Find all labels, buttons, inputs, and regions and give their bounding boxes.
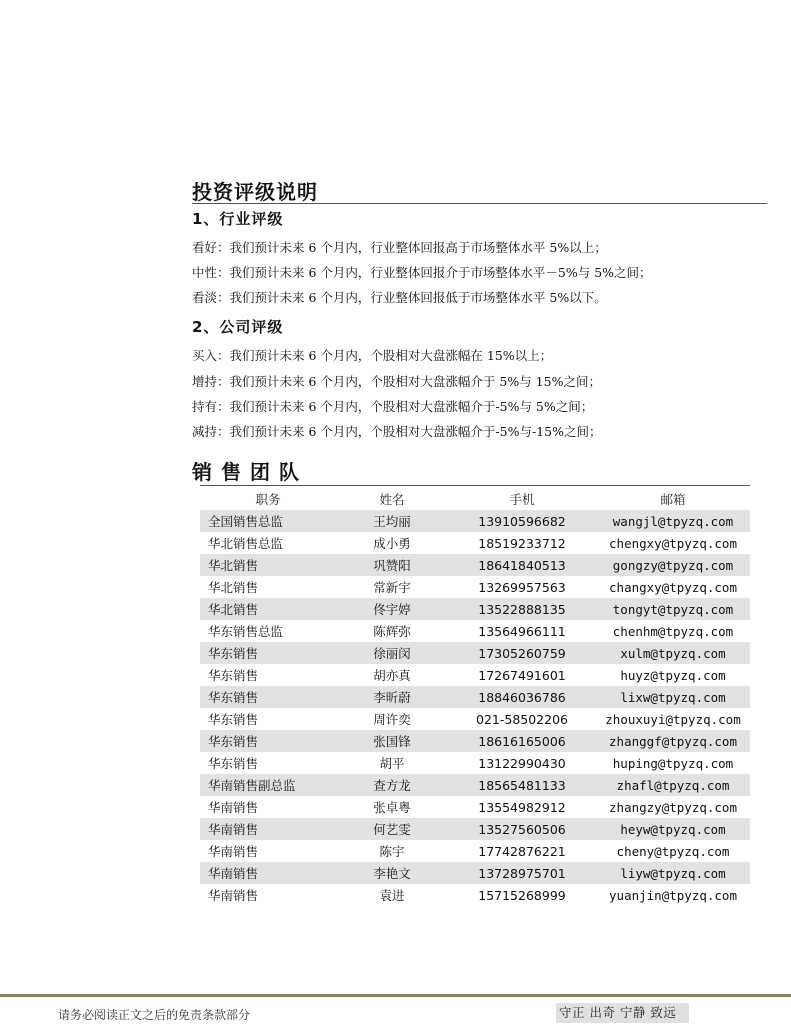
name-cell: 陈宇 — [379, 844, 405, 859]
table-row — [200, 840, 750, 862]
role-cell: 华北销售 — [208, 580, 259, 595]
industry-rating-line-bearish: 看淡：我们预计未来 6 个月内，行业整体回报低于市场整体水平 5%以下。 — [192, 290, 607, 305]
table-row — [200, 664, 750, 686]
name-cell: 巩赞阳 — [336, 554, 448, 576]
email-cell: huyz@tpyzq.com — [620, 667, 726, 683]
table-row — [200, 774, 750, 796]
name-cell: 王均丽 — [336, 510, 448, 532]
company-rating-line-hold: 持有：我们预计未来 6 个月内，个股相对大盘涨幅介于-5%与 5%之间； — [192, 399, 594, 414]
phone-cell: 13122990430 — [478, 755, 566, 771]
name-cell: 袁进 — [379, 888, 405, 903]
role-cell: 华东销售 — [200, 686, 336, 708]
role-cell: 华南销售 — [200, 818, 336, 840]
phone-cell: 13728975701 — [448, 862, 596, 884]
footer-disclaimer: 请务必阅读正文之后的免责条款部分 — [58, 1008, 251, 1022]
company-rating-line-underweight: 减持：我们预计未来 6 个月内，个股相对大盘涨幅介于-5%与-15%之间； — [192, 424, 602, 439]
email-cell: chenhm@tpyzq.com — [612, 623, 734, 639]
industry-rating-line-neutral: 中性：我们预计未来 6 个月内，行业整体回报介于市场整体水平－5%与 5%之间； — [192, 265, 652, 280]
phone-cell: 15715268999 — [478, 887, 566, 903]
table-row — [200, 576, 750, 598]
header-email: 邮箱 — [660, 492, 686, 507]
phone-cell: 18616165006 — [448, 730, 596, 752]
table-row — [200, 796, 750, 818]
company-rating-line-overweight: 增持：我们预计未来 6 个月内，个股相对大盘涨幅介于 5%与 15%之间； — [192, 374, 601, 389]
role-cell: 华东销售 — [208, 668, 259, 683]
industry-rating-title: 1、行业评级 — [192, 210, 284, 228]
table-row — [200, 730, 750, 752]
phone-cell: 18519233712 — [478, 535, 566, 551]
email-cell: xulm@tpyzq.com — [596, 642, 750, 664]
email-cell: tongyt@tpyzq.com — [596, 598, 750, 620]
phone-cell: 13564966111 — [478, 623, 566, 639]
name-cell: 李艳文 — [336, 862, 448, 884]
name-cell: 李昕蔚 — [336, 686, 448, 708]
email-cell: lixw@tpyzq.com — [596, 686, 750, 708]
email-cell: yuanjin@tpyzq.com — [609, 887, 737, 903]
rating-section-title: 投资评级说明 — [192, 180, 318, 204]
phone-cell: 17267491601 — [478, 667, 566, 683]
name-cell: 胡平 — [379, 756, 405, 771]
table-row — [200, 708, 750, 730]
name-cell: 佟宇婷 — [336, 598, 448, 620]
table-row — [200, 862, 750, 884]
footer-motto: 守正 出奇 宁静 致远 — [556, 1003, 689, 1023]
table-row — [200, 620, 750, 642]
email-cell: zhangzy@tpyzq.com — [609, 799, 737, 815]
sales-team-title: 销售团队 — [192, 460, 308, 484]
table-header-row — [200, 488, 750, 510]
phone-cell: 17742876221 — [478, 843, 566, 859]
company-rating-title: 2、公司评级 — [192, 318, 284, 336]
table-row — [200, 818, 750, 840]
name-cell: 周许奕 — [373, 712, 411, 727]
email-cell: zhafl@tpyzq.com — [596, 774, 750, 796]
role-cell: 华东销售 — [208, 756, 259, 771]
phone-cell: 13522888135 — [448, 598, 596, 620]
role-cell: 华东销售 — [208, 712, 259, 727]
table-row — [200, 598, 750, 620]
role-cell: 华南销售 — [208, 844, 259, 859]
table-row — [200, 532, 750, 554]
industry-rating-line-bullish: 看好：我们预计未来 6 个月内，行业整体回报高于市场整体水平 5%以上； — [192, 240, 607, 255]
email-cell: changxy@tpyzq.com — [609, 579, 737, 595]
sales-team-rule — [200, 485, 750, 486]
phone-cell: 13910596682 — [448, 510, 596, 532]
footer-divider — [0, 994, 791, 997]
name-cell: 徐丽闵 — [336, 642, 448, 664]
header-phone: 手机 — [509, 492, 535, 507]
role-cell: 华北销售 — [200, 598, 336, 620]
name-cell: 张卓粤 — [373, 800, 411, 815]
email-cell: wangjl@tpyzq.com — [596, 510, 750, 532]
table-row — [200, 752, 750, 774]
role-cell: 华南销售 — [208, 888, 259, 903]
sales-team-rows — [200, 510, 750, 906]
role-cell: 华东销售 — [200, 730, 336, 752]
role-cell: 华南销售 — [200, 862, 336, 884]
name-cell: 成小勇 — [373, 536, 411, 551]
header-name: 姓名 — [379, 492, 405, 507]
role-cell: 华北销售总监 — [208, 536, 284, 551]
role-cell: 华东销售总监 — [208, 624, 284, 639]
email-cell: zhanggf@tpyzq.com — [596, 730, 750, 752]
email-cell: chengxy@tpyzq.com — [609, 535, 737, 551]
phone-cell: 021-58502206 — [476, 711, 568, 727]
email-cell: liyw@tpyzq.com — [596, 862, 750, 884]
role-cell: 华东销售 — [200, 642, 336, 664]
rating-title-rule — [192, 203, 767, 204]
table-row — [200, 642, 750, 664]
table-row — [200, 510, 750, 532]
role-cell: 华南销售副总监 — [200, 774, 336, 796]
phone-cell: 18565481133 — [448, 774, 596, 796]
phone-cell: 13527560506 — [448, 818, 596, 840]
table-row — [200, 686, 750, 708]
name-cell: 常新宇 — [373, 580, 411, 595]
email-cell: cheny@tpyzq.com — [616, 843, 730, 859]
email-cell: gongzy@tpyzq.com — [596, 554, 750, 576]
email-cell: zhouxuyi@tpyzq.com — [605, 711, 741, 727]
company-rating-line-buy: 买入：我们预计未来 6 个月内，个股相对大盘涨幅在 15%以上； — [192, 348, 553, 363]
phone-cell: 18641840513 — [448, 554, 596, 576]
table-row — [200, 554, 750, 576]
role-cell: 全国销售总监 — [200, 510, 336, 532]
email-cell: huping@tpyzq.com — [612, 755, 734, 771]
phone-cell: 13269957563 — [478, 579, 566, 595]
role-cell: 华北销售 — [200, 554, 336, 576]
phone-cell: 17305260759 — [448, 642, 596, 664]
role-cell: 华南销售 — [208, 800, 259, 815]
sales-team-table — [200, 488, 750, 906]
name-cell: 何艺雯 — [336, 818, 448, 840]
name-cell: 查方龙 — [336, 774, 448, 796]
name-cell: 胡亦真 — [373, 668, 411, 683]
header-role: 职务 — [255, 492, 281, 507]
table-row — [200, 884, 750, 906]
phone-cell: 18846036786 — [448, 686, 596, 708]
email-cell: heyw@tpyzq.com — [596, 818, 750, 840]
name-cell: 张国锋 — [336, 730, 448, 752]
name-cell: 陈辉弥 — [373, 624, 411, 639]
phone-cell: 13554982912 — [478, 799, 566, 815]
